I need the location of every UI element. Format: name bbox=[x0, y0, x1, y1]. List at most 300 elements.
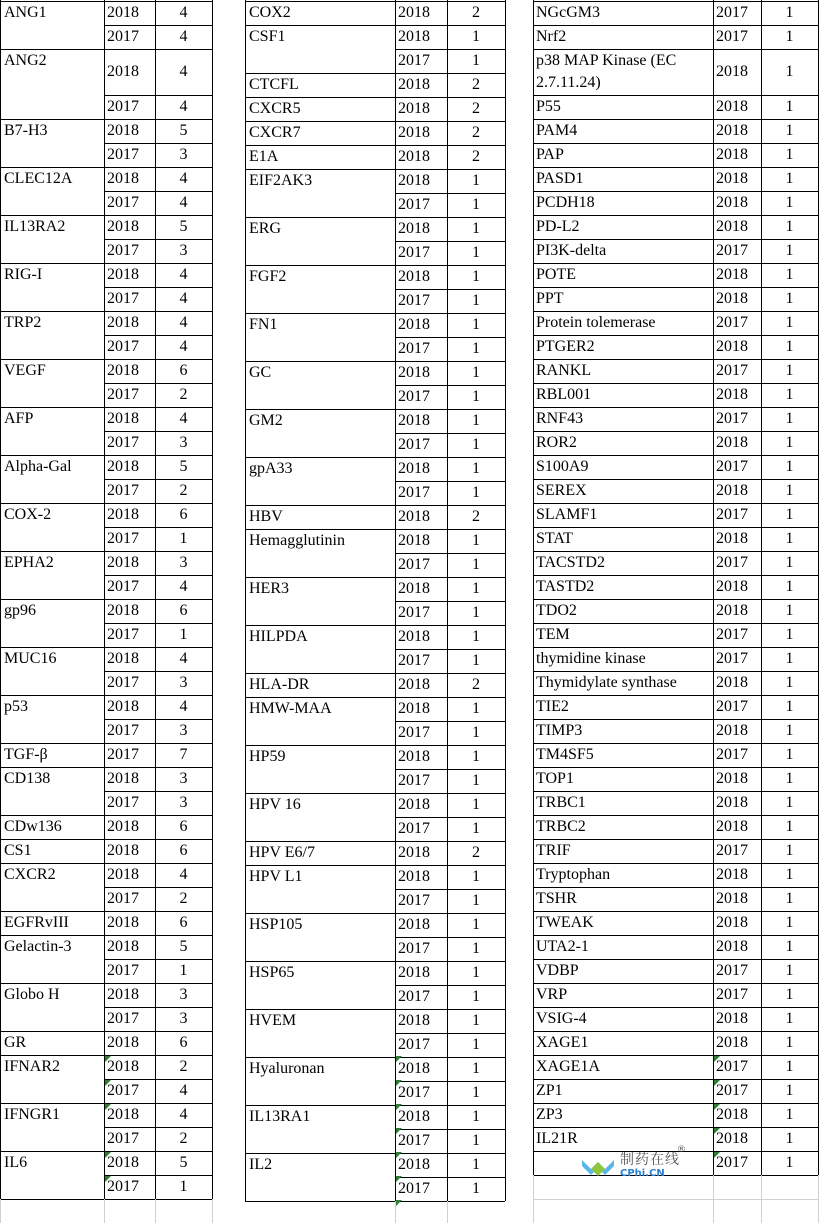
col3-year: 2018 bbox=[716, 266, 748, 283]
row-border bbox=[533, 599, 818, 600]
row-border bbox=[533, 287, 818, 288]
column-border bbox=[713, 0, 714, 1175]
row-border bbox=[245, 1201, 505, 1202]
col3-year: 2018 bbox=[716, 290, 748, 307]
col1-year: 2018 bbox=[107, 122, 139, 139]
comment-marker-icon bbox=[396, 1080, 402, 1086]
col3-year: 2017 bbox=[716, 28, 748, 45]
col3-name: NGcGM3 bbox=[536, 4, 600, 21]
col2-name: ERG bbox=[249, 220, 281, 237]
col3-name: Tryptophan bbox=[536, 866, 611, 883]
col1-year: 2017 bbox=[107, 530, 139, 547]
col2-count: 1 bbox=[472, 1180, 480, 1197]
col2-year: 2018 bbox=[398, 1012, 430, 1029]
col2-year: 2017 bbox=[398, 244, 430, 261]
col3-year: 2018 bbox=[716, 890, 748, 907]
col2-year: 2018 bbox=[398, 4, 430, 21]
row-border bbox=[395, 337, 505, 338]
col3-year: 2018 bbox=[716, 1130, 748, 1147]
col2-count: 1 bbox=[472, 1084, 480, 1101]
row-border bbox=[395, 889, 505, 890]
col1-count: 3 bbox=[179, 674, 188, 691]
col3-name: TEM bbox=[536, 626, 570, 643]
row-border bbox=[395, 433, 505, 434]
row-border bbox=[245, 913, 505, 914]
row-border bbox=[0, 503, 212, 504]
comment-marker-icon bbox=[714, 1080, 720, 1086]
row-border bbox=[395, 289, 505, 290]
col1-name: COX-2 bbox=[4, 506, 52, 523]
col3-name: TRBC2 bbox=[536, 818, 586, 835]
col2-count: 1 bbox=[472, 604, 480, 621]
row-border bbox=[533, 791, 818, 792]
col3-name: TSHR bbox=[536, 890, 577, 907]
col2-count: 1 bbox=[472, 532, 480, 549]
col2-year: 2018 bbox=[398, 868, 430, 885]
row-border bbox=[533, 1, 818, 2]
col2-name: HSP105 bbox=[249, 916, 303, 933]
col1-count: 4 bbox=[179, 698, 188, 715]
col3-name: Nrf2 bbox=[536, 28, 567, 45]
grid-line bbox=[0, 1199, 1, 1223]
col2-count: 1 bbox=[472, 340, 480, 357]
col3-year: 2018 bbox=[716, 482, 748, 499]
col1-year: 2018 bbox=[107, 218, 139, 235]
comment-marker-icon bbox=[105, 1104, 111, 1110]
col1-name: IFNGR1 bbox=[4, 1106, 61, 1123]
col3-name: POTE bbox=[536, 266, 576, 283]
col3-name: VRP bbox=[536, 986, 568, 1003]
col3-name: TIMP3 bbox=[536, 722, 583, 739]
comment-marker-icon bbox=[105, 1152, 111, 1158]
col1-year: 2018 bbox=[107, 554, 139, 571]
col1-year: 2017 bbox=[107, 1178, 139, 1195]
comment-marker-icon bbox=[714, 1128, 720, 1134]
row-border bbox=[104, 1175, 212, 1176]
col2-name: Hyaluronan bbox=[249, 1060, 325, 1077]
column-border bbox=[761, 0, 762, 1175]
column-border bbox=[505, 0, 506, 1201]
col2-year: 2018 bbox=[398, 412, 430, 429]
col1-name: EPHA2 bbox=[4, 554, 54, 571]
col3-year: 2017 bbox=[716, 626, 748, 643]
col3-count: 1 bbox=[785, 674, 794, 691]
col3-name: TDO2 bbox=[536, 602, 577, 619]
col2-name: HPV 16 bbox=[249, 796, 301, 813]
col1-year: 2018 bbox=[107, 1034, 139, 1051]
col3-name: PTGER2 bbox=[536, 338, 595, 355]
row-border bbox=[395, 817, 505, 818]
col1-year: 2018 bbox=[107, 410, 139, 427]
col3-name: TM4SF5 bbox=[536, 746, 594, 763]
row-border bbox=[533, 215, 818, 216]
col3-count: 1 bbox=[785, 458, 794, 475]
row-border bbox=[533, 647, 818, 648]
row-border bbox=[245, 121, 505, 122]
col3-name: TOP1 bbox=[536, 770, 574, 787]
col1-count: 4 bbox=[179, 266, 188, 283]
col2-count: 1 bbox=[472, 820, 480, 837]
col3-name: RNF43 bbox=[536, 410, 584, 427]
row-border bbox=[0, 215, 212, 216]
row-border bbox=[0, 743, 212, 744]
col3-count: 1 bbox=[785, 194, 794, 211]
grid-line bbox=[212, 1199, 213, 1223]
col1-count: 4 bbox=[179, 4, 188, 21]
col2-year: 2018 bbox=[398, 700, 430, 717]
col1-year: 2017 bbox=[107, 962, 139, 979]
col3-count: 1 bbox=[785, 146, 794, 163]
logo-text-en: CPhi.CN bbox=[620, 1168, 665, 1179]
col2-year: 2018 bbox=[398, 172, 430, 189]
row-border bbox=[104, 1127, 212, 1128]
row-border bbox=[245, 1153, 505, 1154]
row-border bbox=[0, 839, 212, 840]
col2-name: CTCFL bbox=[249, 76, 299, 93]
col1-count: 4 bbox=[179, 170, 188, 187]
col3-count: 1 bbox=[785, 410, 794, 427]
col3-year: 2018 bbox=[716, 170, 748, 187]
col3-count: 1 bbox=[785, 63, 794, 80]
row-border bbox=[104, 383, 212, 384]
col1-year: 2018 bbox=[107, 458, 139, 475]
column-border bbox=[104, 0, 105, 1199]
col2-year: 2018 bbox=[398, 1060, 430, 1077]
row-border bbox=[104, 335, 212, 336]
col2-year: 2017 bbox=[398, 1084, 430, 1101]
col3-count: 1 bbox=[785, 578, 794, 595]
row-border bbox=[533, 455, 818, 456]
row-border bbox=[245, 841, 505, 842]
col1-name: AFP bbox=[4, 410, 34, 427]
col1-count: 6 bbox=[179, 842, 188, 859]
col2-year: 2018 bbox=[398, 1108, 430, 1125]
col3-count: 1 bbox=[785, 338, 794, 355]
row-border bbox=[533, 311, 818, 312]
row-border bbox=[104, 959, 212, 960]
col1-count: 2 bbox=[179, 1130, 188, 1147]
row-border bbox=[104, 575, 212, 576]
row-border bbox=[533, 479, 818, 480]
col3-count: 1 bbox=[785, 986, 794, 1003]
row-border bbox=[533, 1079, 818, 1080]
row-border bbox=[395, 601, 505, 602]
row-border bbox=[533, 383, 818, 384]
row-border bbox=[0, 1199, 212, 1200]
col1-year: 2018 bbox=[107, 866, 139, 883]
col1-name: CLEC12A bbox=[4, 170, 73, 187]
col2-name: HILPDA bbox=[249, 628, 308, 645]
col3-name: SEREX bbox=[536, 482, 587, 499]
col1-count: 4 bbox=[179, 194, 188, 211]
row-border bbox=[533, 551, 818, 552]
row-border bbox=[395, 1033, 505, 1034]
col1-count: 4 bbox=[179, 63, 188, 80]
row-border bbox=[395, 193, 505, 194]
col2-name: HLA-DR bbox=[249, 676, 310, 693]
col3-year: 2018 bbox=[716, 386, 748, 403]
logo-registered-mark: ® bbox=[677, 1145, 687, 1155]
comment-marker-icon bbox=[396, 1152, 402, 1158]
row-border bbox=[395, 385, 505, 386]
col3-year: 2018 bbox=[716, 770, 748, 787]
col3-count: 1 bbox=[785, 170, 794, 187]
col1-name: IFNAR2 bbox=[4, 1058, 61, 1075]
col3-year: 2017 bbox=[716, 410, 748, 427]
col2-year: 2018 bbox=[398, 1156, 430, 1173]
row-border bbox=[395, 985, 505, 986]
col1-name: B7-H3 bbox=[4, 122, 48, 139]
col2-count: 1 bbox=[472, 220, 480, 237]
col1-name: Gelactin-3 bbox=[4, 938, 72, 955]
col3-name: VDBP bbox=[536, 962, 579, 979]
col2-name: HPV E6/7 bbox=[249, 844, 315, 861]
row-border bbox=[245, 745, 505, 746]
col3-name: XAGE1A bbox=[536, 1058, 600, 1075]
col3-year: 2018 bbox=[716, 530, 748, 547]
col3-name: TIE2 bbox=[536, 698, 569, 715]
col3-count: 1 bbox=[785, 770, 794, 787]
col1-name: p53 bbox=[4, 698, 28, 715]
col3-count: 1 bbox=[785, 554, 794, 571]
col3-year: 2017 bbox=[716, 650, 748, 667]
row-border bbox=[0, 767, 212, 768]
row-border bbox=[104, 671, 212, 672]
row-border bbox=[533, 719, 818, 720]
grid-line bbox=[533, 1175, 534, 1223]
row-border bbox=[533, 863, 818, 864]
col3-year: 2018 bbox=[716, 338, 748, 355]
col1-name: CXCR2 bbox=[4, 866, 56, 883]
col1-count: 6 bbox=[179, 818, 188, 835]
row-border bbox=[104, 287, 212, 288]
col2-year: 2018 bbox=[398, 76, 430, 93]
col2-name: FN1 bbox=[249, 316, 278, 333]
col1-year: 2017 bbox=[107, 146, 139, 163]
col2-count: 1 bbox=[472, 484, 480, 501]
col1-year: 2018 bbox=[107, 1058, 139, 1075]
row-border bbox=[245, 1009, 505, 1010]
col2-year: 2018 bbox=[398, 964, 430, 981]
col1-name: IL6 bbox=[4, 1154, 28, 1171]
col1-count: 2 bbox=[179, 1058, 188, 1075]
row-border bbox=[104, 95, 212, 96]
comment-marker-icon bbox=[105, 1080, 111, 1086]
col3-year: 2017 bbox=[716, 746, 748, 763]
col2-name: GM2 bbox=[249, 412, 283, 429]
row-border bbox=[395, 49, 505, 50]
column-border bbox=[155, 0, 156, 1199]
row-border bbox=[104, 1079, 212, 1080]
col2-year: 2017 bbox=[398, 652, 430, 669]
col3-name: XAGE1 bbox=[536, 1034, 589, 1051]
col2-count: 1 bbox=[472, 436, 480, 453]
comment-marker-icon bbox=[396, 1176, 402, 1182]
col3-count: 1 bbox=[785, 98, 794, 115]
column-border bbox=[533, 0, 534, 1175]
col1-count: 3 bbox=[179, 986, 188, 1003]
col2-count: 1 bbox=[472, 748, 480, 765]
col2-count: 2 bbox=[472, 148, 480, 165]
col1-count: 6 bbox=[179, 506, 188, 523]
row-border bbox=[0, 911, 212, 912]
col3-year: 2018 bbox=[716, 938, 748, 955]
col2-year: 2017 bbox=[398, 604, 430, 621]
row-border bbox=[533, 191, 818, 192]
col2-year: 2018 bbox=[398, 124, 430, 141]
row-border bbox=[0, 815, 212, 816]
col3-year: 2017 bbox=[716, 362, 748, 379]
col3-year: 2018 bbox=[716, 194, 748, 211]
col2-name: COX2 bbox=[249, 4, 291, 21]
row-border bbox=[533, 167, 818, 168]
col2-year: 2018 bbox=[398, 628, 430, 645]
cphi-logo-icon bbox=[580, 1150, 616, 1184]
col2-year: 2018 bbox=[398, 676, 430, 693]
col3-year: 2017 bbox=[716, 1082, 748, 1099]
col3-name: P55 bbox=[536, 98, 561, 115]
row-border bbox=[0, 167, 212, 168]
column-border bbox=[0, 0, 1, 1199]
col3-name: ROR2 bbox=[536, 434, 577, 451]
col1-year: 2017 bbox=[107, 890, 139, 907]
col3-count: 1 bbox=[785, 218, 794, 235]
col3-year: 2017 bbox=[716, 458, 748, 475]
col3-count: 1 bbox=[785, 698, 794, 715]
col3-year: 2017 bbox=[716, 962, 748, 979]
col3-year: 2018 bbox=[716, 914, 748, 931]
col3-year: 2018 bbox=[716, 218, 748, 235]
row-border bbox=[533, 1127, 818, 1128]
col2-name: HER3 bbox=[249, 580, 289, 597]
col3-year: 2017 bbox=[716, 986, 748, 1003]
col2-count: 1 bbox=[472, 364, 480, 381]
col3-name: p38 MAP Kinase (EC 2.7.11.24) bbox=[536, 52, 677, 91]
row-border bbox=[533, 335, 818, 336]
col1-year: 2017 bbox=[107, 98, 139, 115]
col2-year: 2018 bbox=[398, 532, 430, 549]
row-border bbox=[245, 1057, 505, 1058]
col2-count: 1 bbox=[472, 556, 480, 573]
col3-year: 2018 bbox=[716, 602, 748, 619]
col3-name: PD-L2 bbox=[536, 218, 580, 235]
row-border bbox=[395, 649, 505, 650]
col1-count: 1 bbox=[179, 626, 188, 643]
row-border bbox=[533, 935, 818, 936]
col2-count: 1 bbox=[472, 796, 480, 813]
col1-count: 5 bbox=[179, 458, 188, 475]
col2-count: 1 bbox=[472, 1012, 480, 1029]
col3-name: TWEAK bbox=[536, 914, 594, 931]
col1-count: 4 bbox=[179, 650, 188, 667]
col2-name: EIF2AK3 bbox=[249, 172, 313, 189]
col1-year: 2017 bbox=[107, 338, 139, 355]
row-border bbox=[0, 599, 212, 600]
col1-name: Globo H bbox=[4, 986, 60, 1003]
col1-year: 2017 bbox=[107, 28, 139, 45]
row-border bbox=[395, 553, 505, 554]
row-border bbox=[245, 25, 505, 26]
col2-year: 2018 bbox=[398, 796, 430, 813]
col2-count: 1 bbox=[472, 580, 480, 597]
col3-count: 1 bbox=[785, 914, 794, 931]
col1-name: CDw136 bbox=[4, 818, 62, 835]
col3-count: 1 bbox=[785, 818, 794, 835]
col3-year: 2018 bbox=[716, 1010, 748, 1027]
col3-year: 2018 bbox=[716, 1106, 748, 1123]
col2-count: 1 bbox=[472, 244, 480, 261]
row-border bbox=[0, 695, 212, 696]
col3-year: 2017 bbox=[716, 1058, 748, 1075]
row-border bbox=[0, 119, 212, 120]
col2-name: IL13RA1 bbox=[249, 1108, 311, 1125]
col3-name: Thymidylate synthase bbox=[536, 674, 677, 691]
col2-count: 2 bbox=[472, 676, 480, 693]
col1-count: 1 bbox=[179, 530, 188, 547]
col1-count: 3 bbox=[179, 146, 188, 163]
col3-name: PASD1 bbox=[536, 170, 584, 187]
row-border bbox=[245, 457, 505, 458]
col2-name: CXCR5 bbox=[249, 100, 301, 117]
col1-year: 2017 bbox=[107, 722, 139, 739]
col3-name: PPT bbox=[536, 290, 564, 307]
row-border bbox=[245, 697, 505, 698]
row-border bbox=[245, 505, 505, 506]
col1-count: 5 bbox=[179, 1154, 188, 1171]
col3-year: 2018 bbox=[716, 794, 748, 811]
col3-count: 1 bbox=[785, 938, 794, 955]
col2-year: 2017 bbox=[398, 892, 430, 909]
comment-marker-icon bbox=[396, 1200, 402, 1206]
col2-year: 2018 bbox=[398, 580, 430, 597]
col2-count: 1 bbox=[472, 292, 480, 309]
row-border bbox=[395, 241, 505, 242]
logo-text-cn: 制药在线 bbox=[620, 1152, 680, 1168]
col2-count: 2 bbox=[472, 124, 480, 141]
col1-year: 2018 bbox=[107, 986, 139, 1003]
col3-count: 1 bbox=[785, 506, 794, 523]
col1-year: 2018 bbox=[107, 698, 139, 715]
col1-count: 5 bbox=[179, 122, 188, 139]
col3-name: PAP bbox=[536, 146, 564, 163]
col1-year: 2017 bbox=[107, 674, 139, 691]
col1-year: 2018 bbox=[107, 266, 139, 283]
comment-marker-icon bbox=[714, 1152, 720, 1158]
col3-name: RANKL bbox=[536, 362, 592, 379]
col2-count: 1 bbox=[472, 412, 480, 429]
row-border bbox=[245, 313, 505, 314]
col1-count: 4 bbox=[179, 338, 188, 355]
row-border bbox=[245, 1105, 505, 1106]
col1-count: 4 bbox=[179, 290, 188, 307]
col3-count: 1 bbox=[785, 362, 794, 379]
col3-count: 1 bbox=[785, 962, 794, 979]
col2-year: 2017 bbox=[398, 196, 430, 213]
row-border bbox=[0, 359, 212, 360]
row-border bbox=[0, 983, 212, 984]
col3-name: ZP3 bbox=[536, 1106, 563, 1123]
col3-year: 2017 bbox=[716, 698, 748, 715]
col1-count: 3 bbox=[179, 554, 188, 571]
col2-name: E1A bbox=[249, 148, 279, 165]
col1-name: RIG-I bbox=[4, 266, 43, 283]
col1-count: 2 bbox=[179, 386, 188, 403]
col1-count: 4 bbox=[179, 98, 188, 115]
col2-year: 2017 bbox=[398, 52, 430, 69]
col2-year: 2017 bbox=[398, 940, 430, 957]
row-border bbox=[395, 769, 505, 770]
row-border bbox=[104, 887, 212, 888]
